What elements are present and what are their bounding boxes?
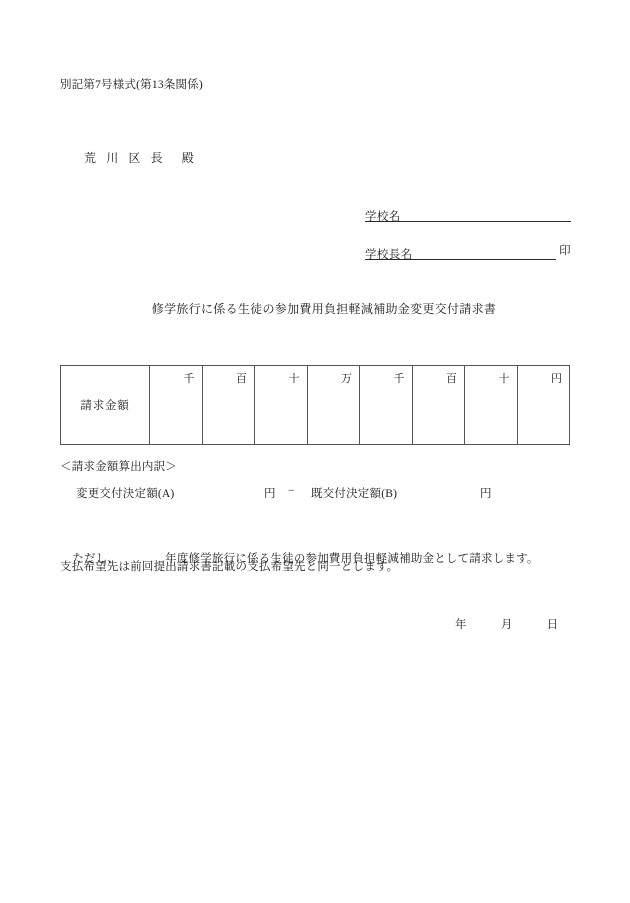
amount-cell-sen[interactable] [360, 366, 413, 445]
form-number-label: 別記第7号様式(第13条関係) [60, 79, 203, 91]
breakdown-operator: − [288, 485, 295, 497]
note-prefix: ただし、 [72, 552, 120, 565]
school-name-label: 学校名 [365, 208, 401, 222]
breakdown-heading: ＜請求金額算出内訳＞ [60, 461, 177, 473]
claim-amount-table [60, 365, 570, 445]
school-name-row [365, 207, 571, 222]
seal-mark-icon: 印 [559, 245, 571, 257]
breakdown-item-b-unit: 円 [480, 488, 492, 500]
amount-cell-juu[interactable] [465, 366, 518, 445]
amount-cell-man-juu[interactable] [255, 366, 308, 445]
unit-label-5: 百 [446, 373, 457, 385]
date-year-label: 年 [455, 619, 467, 631]
date-month-label: 月 [500, 619, 513, 631]
principal-name-input[interactable] [413, 245, 556, 260]
amount-cell-hyaku[interactable] [412, 366, 465, 445]
unit-label-7: 円 [551, 373, 562, 385]
breakdown-item-a-unit: 円 [264, 488, 276, 500]
amount-cell-man-sen[interactable] [150, 366, 203, 445]
principal-name-row [365, 242, 571, 260]
date-day-label: 日 [546, 619, 559, 631]
signature-block [365, 207, 571, 260]
addressee-label: 荒 川 区 長 殿 [84, 151, 198, 165]
principal-name-label: 学校長名 [365, 246, 413, 260]
unit-label-4: 千 [393, 373, 405, 385]
unit-label-3: 万 [341, 373, 352, 385]
table-row [61, 366, 570, 445]
unit-label-6: 十 [498, 373, 510, 385]
note-suffix: 年度修学旅行に係る生徒の参加費用負担軽減補助金として請求します。 [165, 552, 539, 565]
note-line-2: 支払希望先は前回提出請求書記載の支払希望先と同一とします。 [60, 561, 399, 573]
page-title: 修学旅行に係る生徒の参加費用負担軽減補助金変更交付請求書 [151, 302, 497, 316]
breakdown-item-a-label: 変更交付決定額(A) [76, 488, 175, 500]
unit-label-2: 十 [288, 373, 300, 385]
amount-cell-man[interactable] [307, 366, 360, 445]
claim-amount-row-label: 請求金額 [61, 366, 150, 445]
school-name-input[interactable] [401, 207, 571, 222]
unit-label-0: 千 [183, 373, 195, 385]
unit-label-1: 百 [236, 373, 247, 385]
amount-cell-man-hyaku[interactable] [202, 366, 255, 445]
amount-cell-ichi[interactable] [517, 366, 570, 445]
date-line [455, 616, 558, 632]
breakdown-item-b-label: 既交付決定額(B) [311, 488, 398, 500]
